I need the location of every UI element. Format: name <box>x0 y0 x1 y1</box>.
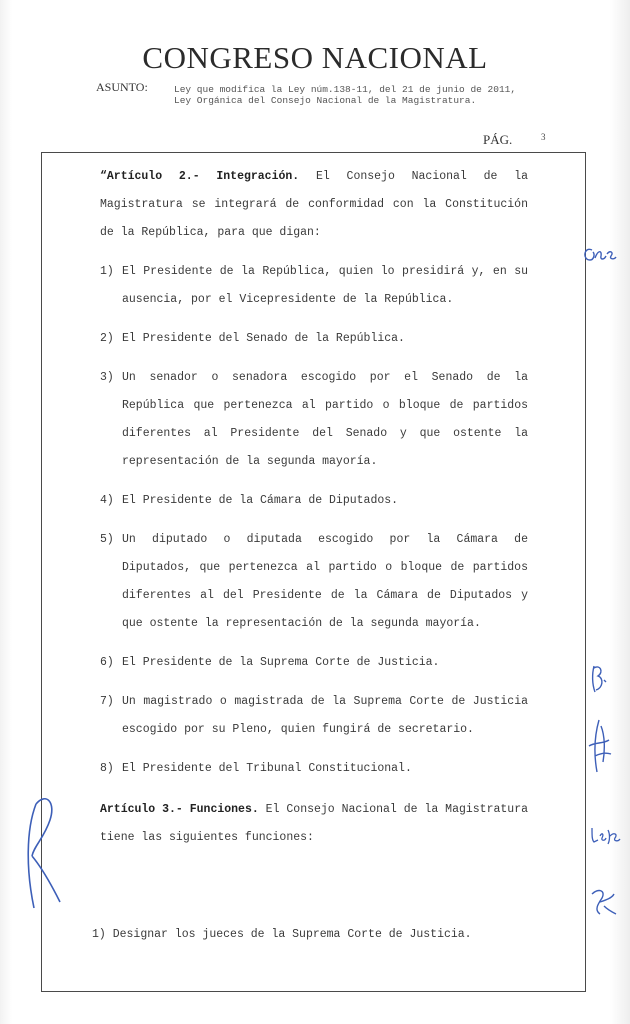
list-item-number: 1) <box>92 928 106 941</box>
page-label: PÁG. <box>483 132 513 147</box>
handwritten-initials-2 <box>586 662 612 698</box>
list-item <box>100 487 528 515</box>
list-item-text: Un diputado o diputada escogido por la Cámara de Diputados, que pertenezca al partido o bloque de partidos diferentes al del Presidente de la Cámara de Diputados y que ostente la representación de la segunda mayoría. <box>122 533 528 630</box>
page-number: 3 <box>541 132 546 142</box>
article-3-list-item <box>92 921 532 949</box>
handwritten-initials-5 <box>586 884 620 920</box>
list-item <box>100 364 528 476</box>
article-3-intro <box>100 796 528 852</box>
list-item-number: 8) <box>100 762 114 775</box>
list-item-text: El Presidente de la Suprema Corte de Justicia. <box>122 656 440 669</box>
list-item-text: El Presidente de la Cámara de Diputados. <box>122 494 399 507</box>
list-item <box>100 688 528 744</box>
list-item <box>100 526 528 638</box>
page-title: CONGRESO NACIONAL <box>142 40 488 75</box>
list-item-text: Un senador o senadora escogido por el Senado de la República que pertenezca al partido o bloque de partidos diferentes al Presidente del Senado y que ostente la representación de la segunda mayoría. <box>122 371 528 468</box>
list-item-number: 7) <box>100 695 114 708</box>
handwritten-signature <box>24 790 68 914</box>
article-3-heading: Artículo 3.- Funciones. <box>100 803 259 816</box>
asunto-line: Ley Orgánica del Consejo Nacional de la Magistratura. <box>174 95 477 106</box>
list-item-number: 2) <box>100 332 114 345</box>
list-item <box>100 755 528 783</box>
handwritten-initials-1 <box>580 244 620 270</box>
list-item-number: 4) <box>100 494 114 507</box>
list-item-number: 5) <box>100 533 114 546</box>
asunto-text <box>174 84 574 106</box>
document-body <box>100 163 528 852</box>
list-item <box>100 649 528 677</box>
article-2-heading: “Artículo 2.- Integración. <box>100 170 300 183</box>
list-item <box>100 258 528 314</box>
article-3-intro-text: El Consejo Nacional de la Magistratura tiene las siguientes funciones: <box>100 803 528 844</box>
list-item-number: 6) <box>100 656 114 669</box>
article-2-intro-text: El Consejo Nacional de la Magistratura se integrará de conformidad con la Constitución de la República, para que digan: <box>100 170 528 239</box>
handwritten-initials-3 <box>585 716 615 778</box>
asunto-label: ASUNTO: <box>96 80 148 94</box>
list-item-number: 1) <box>100 265 114 278</box>
asunto-line: Ley que modifica la Ley núm.138-11, del 21 de junio de 2011, <box>174 84 517 95</box>
list-item-number: 3) <box>100 371 114 384</box>
list-item-text: Designar los jueces de la Suprema Corte de Justicia. <box>112 928 472 941</box>
list-item-text: El Presidente del Senado de la República. <box>122 332 405 345</box>
list-item-text: El Presidente del Tribunal Constitucional. <box>122 762 412 775</box>
handwritten-initials-4 <box>588 822 626 850</box>
list-item <box>100 325 528 353</box>
list-item-text: Un magistrado o magistrada de la Suprema Corte de Justicia escogido por su Pleno, quien fungirá de secretario. <box>122 695 528 736</box>
article-2-intro <box>100 163 528 247</box>
list-item-text: El Presidente de la República, quien lo presidirá y, en su ausencia, por el Vicepresidente de la República. <box>122 265 528 306</box>
